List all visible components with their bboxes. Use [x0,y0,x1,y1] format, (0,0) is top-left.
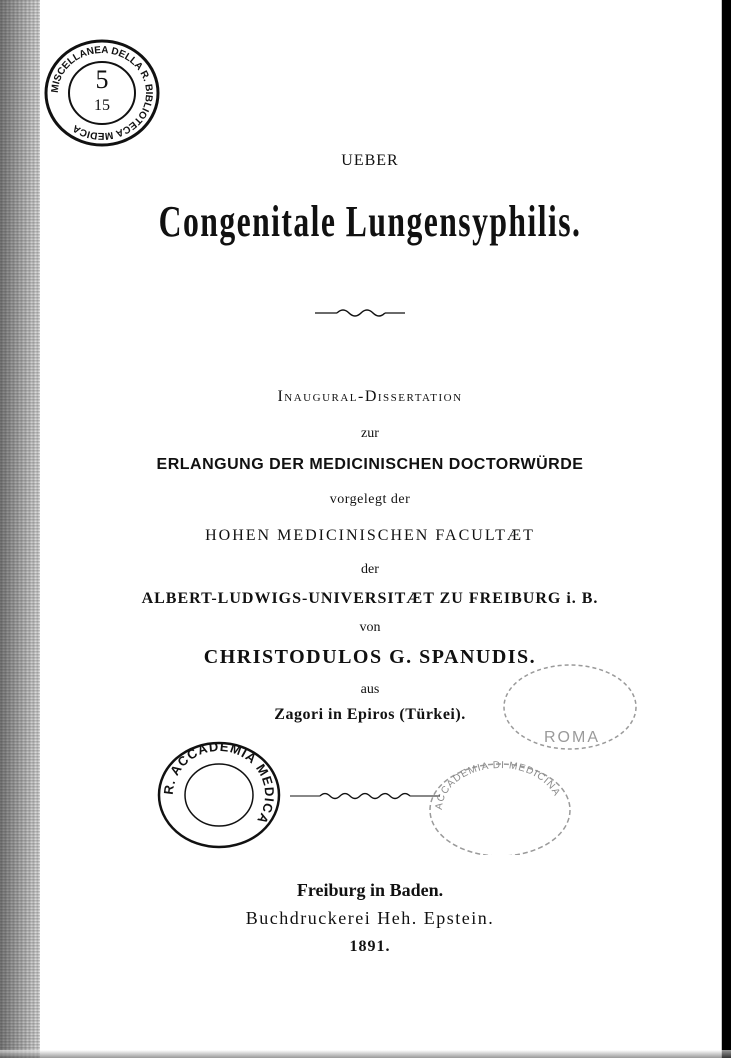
faded-stamp-academy [425,755,575,855]
scan-edge-right [715,0,731,1058]
kicker: UEBER [341,152,399,169]
scan-edge-left [0,0,40,1058]
faded-stamp-roma [500,660,640,755]
imprint-city: Freiburg in Baden. [296,880,444,900]
page-title: Congenitale Lungensyphilis. [158,197,582,246]
university: ALBERT-LUDWIGS-UNIVERSITÆT ZU FREIBURG i. B. [141,590,599,607]
faded-stamp-city: ROMA [544,729,600,746]
scan-edge-bottom [0,1050,731,1058]
library-stamp-ring-text: MISCELLANEA DELLA R. BIBLIOTECA MEDICA [49,44,155,142]
purpose-prefix: zur [361,426,379,441]
origin: Zagori in Epiros (Türkei). [274,706,466,723]
imprint-printer: Buchdruckerei Heh. Epstein. [245,908,495,928]
faculty: HOHEN MEDICINISCHEN FACULTÆT [205,527,535,544]
submitted-to-prefix: vorgelegt der [329,492,411,507]
from-prefix: aus [360,682,380,697]
purpose: ERLANGUNG DER MEDICINISCHEN DOCTORWÜRDE [156,456,584,473]
svg-text:ACCADEMIA DI MEDICINA [434,760,562,811]
of-prefix: der [361,562,379,577]
svg-text:R. ACCADEMIA MEDICA [161,740,277,827]
academy-stamp [156,740,282,850]
author: CHRISTODULOS G. SPANUDIS. [203,646,537,668]
faded-stamp-ring-text: ACCADEMIA DI MEDICINA [433,759,563,811]
imprint-year: 1891. [349,938,391,955]
dissertation-type: Inaugural-Dissertation [277,388,463,405]
library-stamp-subnumber: 15 [94,97,110,114]
academy-stamp-ring-text: R. ACCADEMIA MEDICA [160,740,278,828]
ornament-divider-top [315,306,405,325]
library-stamp [42,38,162,148]
library-stamp-number: 5 [95,65,109,94]
by-prefix: von [359,620,381,635]
ornament-divider-middle [290,789,440,808]
